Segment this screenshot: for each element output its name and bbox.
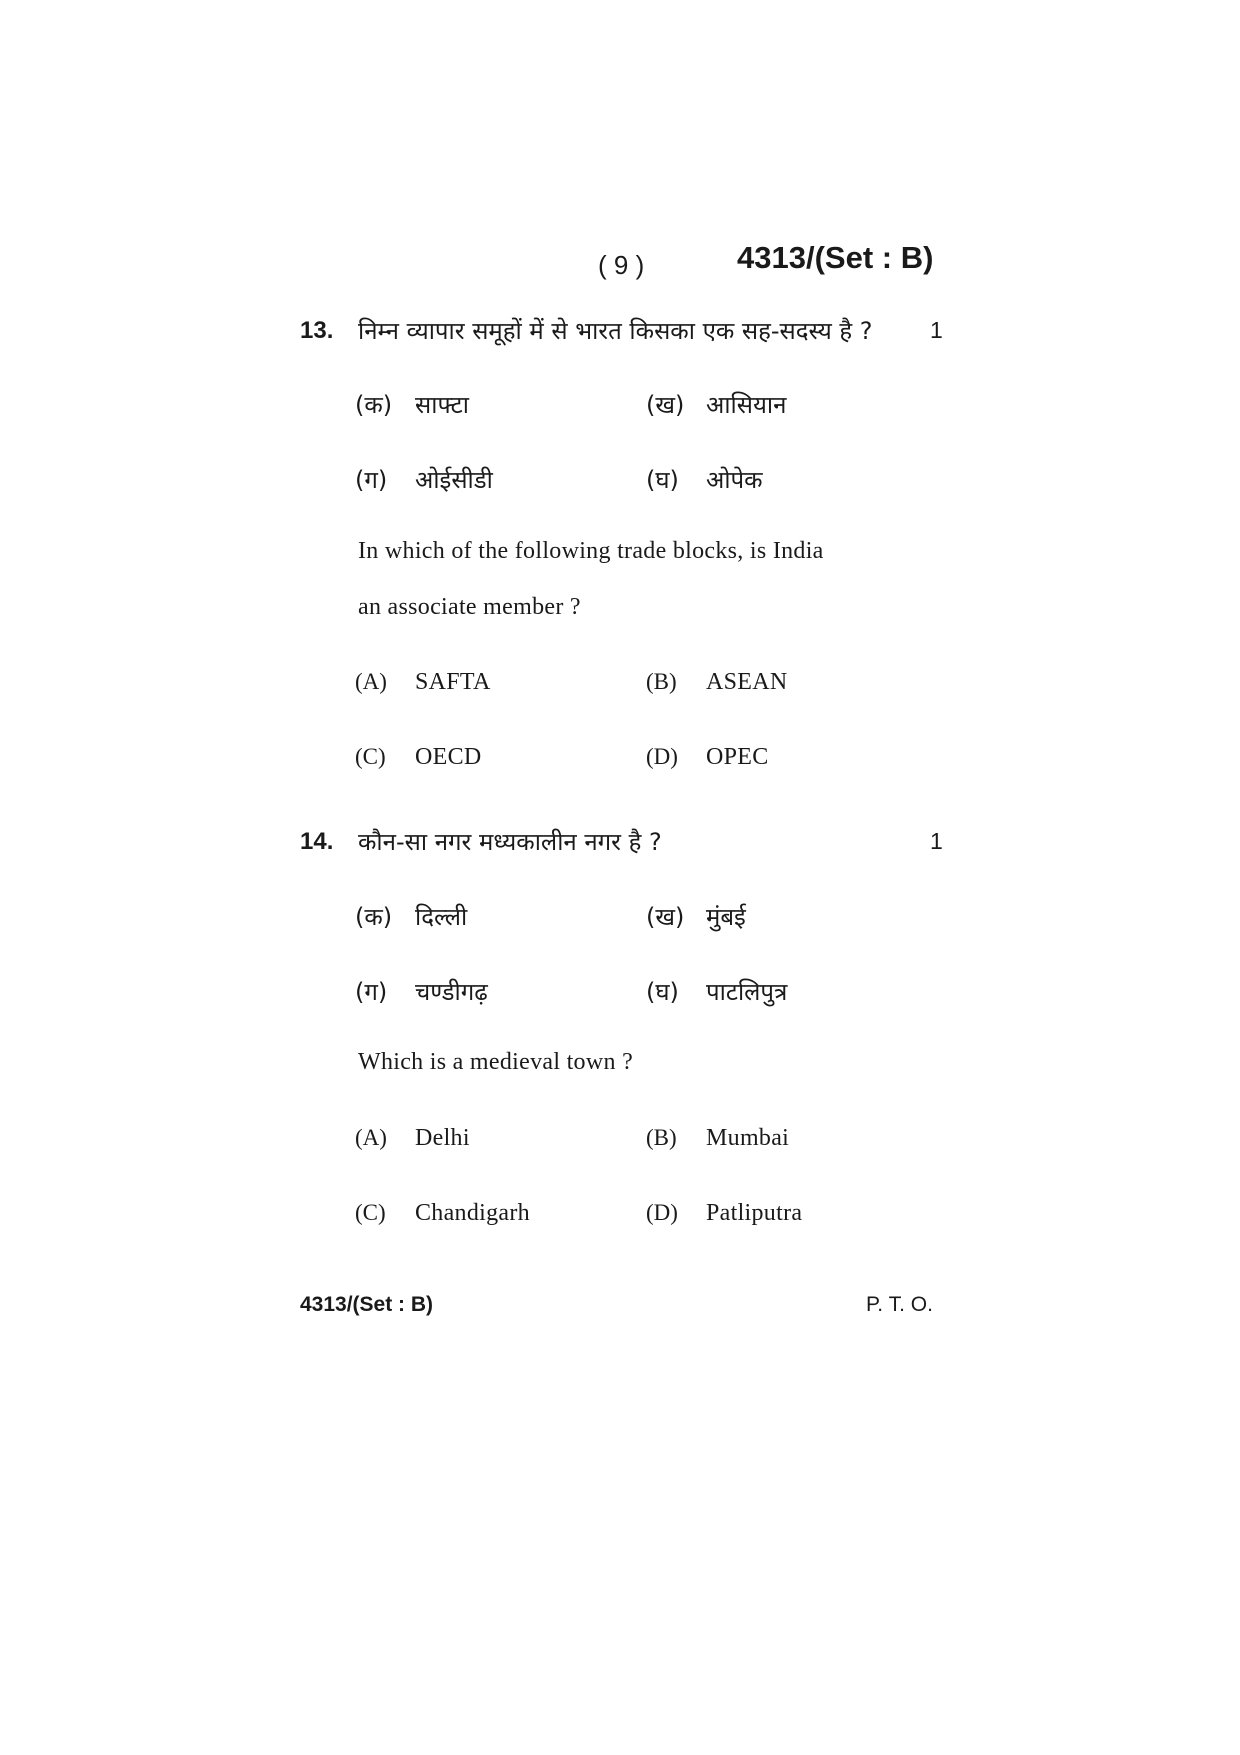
q14-english-option-b-text: Mumbai — [706, 1125, 790, 1151]
q13-hindi-option-ka-text: साफ्टा — [415, 391, 469, 419]
q13-english-option-d-label: (D) — [646, 744, 678, 769]
q14-hindi-option-ga-text: चण्डीगढ़ — [415, 978, 488, 1006]
q13-hindi-option-gha-text: ओपेक — [706, 466, 763, 494]
q13-english-option-b-text: ASEAN — [706, 669, 788, 695]
question-13-english-text-line2: an associate member ? — [358, 594, 581, 620]
q13-english-option-b-label: (B) — [646, 669, 677, 694]
paper-code-footer: 4313/(Set : B) — [300, 1293, 434, 1316]
q14-english-option-a-text: Delhi — [415, 1125, 470, 1151]
question-13-number: 13. — [300, 317, 334, 344]
q14-english-option-d-label: (D) — [646, 1200, 678, 1225]
q13-hindi-option-gha-label: (घ) — [646, 466, 679, 494]
q13-english-option-c-label: (C) — [355, 744, 386, 769]
q13-english-option-a-text: SAFTA — [415, 669, 491, 695]
q14-hindi-option-gha-label: (घ) — [646, 978, 679, 1006]
question-13-marks: 1 — [930, 317, 943, 343]
q13-english-option-c-text: OECD — [415, 744, 482, 770]
q13-hindi-option-kha-text: आसियान — [706, 391, 787, 419]
q13-english-option-d-text: OPEC — [706, 744, 769, 770]
question-14-english-text: Which is a medieval town ? — [358, 1049, 634, 1075]
q13-english-option-a-label: (A) — [355, 669, 387, 694]
question-13-english-text-line1: In which of the following trade blocks, is India — [358, 538, 824, 564]
q14-english-option-b-label: (B) — [646, 1125, 677, 1150]
q14-hindi-option-ga-label: (ग) — [355, 978, 388, 1006]
q14-english-option-c-label: (C) — [355, 1200, 386, 1225]
q14-hindi-option-ka-label: (क) — [355, 903, 393, 931]
q14-hindi-option-gha-text: पाटलिपुत्र — [706, 978, 788, 1006]
q13-hindi-option-ga-label: (ग) — [355, 466, 388, 494]
page-number: ( 9 ) — [598, 250, 645, 280]
q13-hindi-option-kha-label: (ख) — [646, 391, 685, 419]
question-14-hindi-text: कौन-सा नगर मध्यकालीन नगर है ? — [358, 828, 662, 856]
q14-hindi-option-kha-label: (ख) — [646, 903, 685, 931]
q14-english-option-a-label: (A) — [355, 1125, 387, 1150]
question-13-hindi-text: निम्न व्यापार समूहों में से भारत किसका एक सह-सदस्य है ? — [358, 317, 873, 345]
q14-english-option-d-text: Patliputra — [706, 1200, 803, 1226]
question-14-marks: 1 — [930, 828, 943, 854]
question-14-number: 14. — [300, 828, 334, 855]
please-turn-over: P. T. O. — [866, 1293, 933, 1316]
paper-code-header: 4313/(Set : B) — [737, 240, 934, 275]
q13-hindi-option-ga-text: ओईसीडी — [415, 466, 493, 494]
q13-hindi-option-ka-label: (क) — [355, 391, 393, 419]
q14-hindi-option-ka-text: दिल्ली — [415, 903, 468, 931]
q14-english-option-c-text: Chandigarh — [415, 1200, 530, 1226]
q14-hindi-option-kha-text: मुंबई — [706, 903, 746, 931]
